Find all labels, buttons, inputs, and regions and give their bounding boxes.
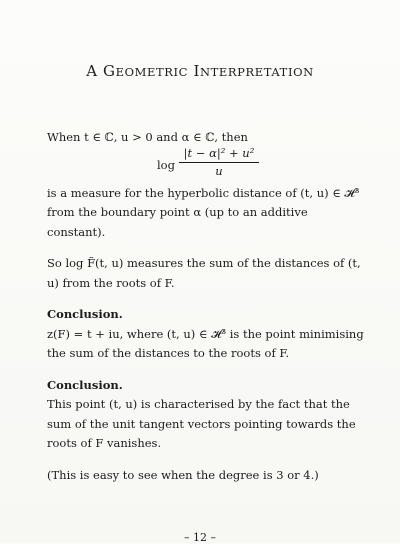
formula-fraction [179,145,259,180]
paragraph-intro: When t ∈ ℂ, u > 0 and α ∈ ℂ, then [47,130,248,144]
formula-numerator: |t − α|² + u² [179,145,259,163]
title-i: I [193,62,200,80]
paragraph-sum-of-distances: So log F̃(t, u) measures the sum of the distances of (t, u) from the roots of F. [47,256,361,290]
page-title [0,62,400,80]
body-text [47,128,367,485]
title-interpretation-rest: NTERPRETATION [199,65,314,79]
conclusion-text-2: This point (t, u) is characterised by the fact that the sum of the unit tangent vectors pointing towards the roots of F vanishes. [47,397,356,450]
title-g: G [103,62,116,80]
conclusion-text-1: z(F) = t + iu, where (t, u) ∈ 𝓗³ is the point minimising the sum of the distances to the roots of F. [47,326,364,360]
formula-log: log [157,157,175,172]
title-geometric-rest: EOMETRIC [115,65,189,79]
page-number: – 12 – [184,531,216,544]
title-a: A [86,62,98,80]
conclusion-heading-2: Conclusion. [47,377,123,392]
remark: (This is easy to see when the degree is 3 or 4.) [47,467,319,482]
conclusion-heading-1: Conclusion. [47,307,123,321]
formula-denominator: u [215,163,223,178]
distance-formula [157,145,367,184]
paragraph-hyperbolic-distance: is a measure for the hyperbolic distance of (t, u) ∈ 𝓗³ from the boundary point α (up to an additive constant). [47,185,360,239]
